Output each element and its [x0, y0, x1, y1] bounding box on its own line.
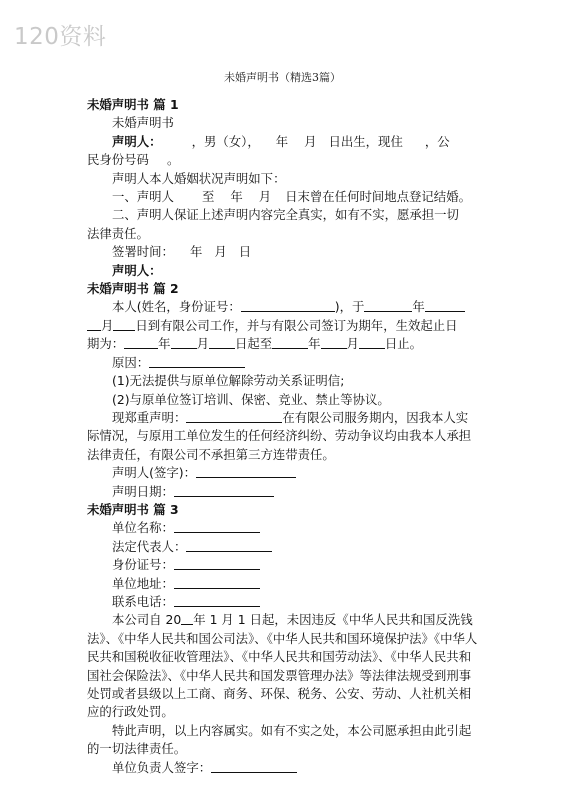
- compliance-text: 年 1 月 1 日起，未因违反《中华人民共和国反洗钱法》、《中华人民共和国公司法》、《中华人民共和国环境保护法》《中华人民共和国税收征收管理法》、《中华人民共和国劳动法》、《中华人民共和国社会保险法》、《中华人民共和国发票管理办法》等法律法规受到刑事处罚或者县级以上工商、商务、环保、税务、公安、劳动、人社机关相应的行政处罚。: [87, 612, 478, 720]
- period-label: 期为：: [87, 336, 125, 352]
- sign-time-line: [87, 243, 482, 261]
- line-end-text: ，公: [424, 133, 450, 149]
- date-label: 声明日期：: [112, 483, 174, 499]
- day-blank[interactable]: [113, 318, 135, 331]
- special-statement: 特此声明，以上内容属实。如有不实之处，本公司愿承担由此引起的一切法律责任。: [87, 722, 472, 757]
- id-number-label: 身份证号：: [112, 557, 174, 573]
- address-line: [87, 575, 482, 593]
- month-text: 月: [346, 336, 359, 352]
- item1-part: 至: [201, 189, 215, 205]
- unit-name-label: 单位名称：: [112, 520, 174, 536]
- item1-part: 月: [258, 189, 272, 205]
- legal-rep-label: 法定代表人：: [112, 538, 187, 554]
- blank[interactable]: [171, 336, 197, 349]
- declarant-sign-label: 声明人：: [112, 262, 162, 278]
- period-text: 。: [166, 152, 180, 168]
- leader-signature-line: [87, 759, 482, 777]
- declarant-line: [87, 133, 482, 151]
- signature-label: 声明人(签字)：: [112, 465, 197, 481]
- sign-year: 年: [189, 244, 203, 260]
- id-number-blank[interactable]: [174, 557, 260, 570]
- section-heading-3: 未婚声明书 篇 3: [87, 501, 179, 517]
- employment-line-1: [87, 298, 482, 316]
- contract-text: 日到有限公司工作，并与有限公司签订为期年，生效起止日: [135, 317, 458, 333]
- phone-line: [87, 593, 482, 611]
- date-blank[interactable]: [174, 484, 274, 497]
- phone-label: 联系电话：: [112, 593, 174, 609]
- employment-line-3: [87, 335, 482, 353]
- year-blank[interactable]: [364, 299, 412, 312]
- declaration-label: 现郑重声明：: [112, 409, 187, 425]
- until-text: 日起至: [234, 336, 273, 352]
- id-blank[interactable]: [241, 299, 335, 312]
- declarant-label: 声明人：: [112, 133, 162, 149]
- born-text: 日出生，现住: [328, 133, 403, 149]
- employment-line-2: [87, 317, 482, 335]
- signature-line: [87, 464, 482, 482]
- statement-item-2-cont: 法律责任。: [87, 225, 149, 241]
- legal-rep-line: [87, 538, 482, 556]
- address-blank[interactable]: [174, 576, 260, 589]
- section-subtitle: 未婚声明书: [112, 115, 174, 131]
- blank[interactable]: [209, 336, 235, 349]
- month-text: 月: [304, 133, 317, 149]
- blank[interactable]: [272, 336, 308, 349]
- statement-item-1: [87, 188, 482, 206]
- phone-blank[interactable]: [174, 594, 260, 607]
- month-blank[interactable]: [87, 318, 101, 331]
- year-text: 年: [412, 299, 425, 315]
- sign-time-label: 签署时间：: [112, 244, 174, 260]
- legal-rep-blank[interactable]: [186, 539, 272, 552]
- watermark-logo: 120资料: [14, 24, 107, 50]
- reason-blank[interactable]: [149, 355, 245, 368]
- signature-blank[interactable]: [196, 465, 296, 478]
- reason-line: [87, 354, 482, 372]
- reason-label: 原因：: [112, 354, 150, 370]
- date-prefix: )，于: [334, 299, 365, 315]
- leader-signature-blank[interactable]: [211, 760, 297, 773]
- statement-item-2: 二、声明人保证上述声明内容完全真实，如有不实，愿承担一切: [112, 207, 459, 223]
- leader-signature-label: 单位负责人签字：: [112, 759, 212, 775]
- item1-part: 一、声明人: [112, 189, 174, 205]
- section-heading-1: 未婚声明书 篇 1: [87, 97, 179, 112]
- document-title: 未婚声明书（精选3篇）: [224, 71, 341, 84]
- year-text: 年: [275, 133, 289, 149]
- unit-name-line: [87, 519, 482, 537]
- sign-month: 月: [214, 244, 227, 260]
- id-number-line: [87, 151, 482, 169]
- gender-text: ，男（女），: [191, 133, 260, 149]
- end-text: 日止。: [384, 336, 423, 352]
- intro-text: 声明人本人婚姻状况声明如下：: [112, 170, 286, 186]
- address-label: 单位地址：: [112, 575, 174, 591]
- declaration-body: 际情况，与原用工单位发生的任何经济纠纷、劳动争议均由我本人承担法律责任，有限公司不承担第三方连带责任。: [87, 428, 472, 462]
- blank[interactable]: [321, 336, 347, 349]
- section-heading-2: 未婚声明书 篇 2: [87, 281, 179, 297]
- blank[interactable]: [359, 336, 385, 349]
- sign-day: 日: [238, 244, 252, 260]
- declaration-line: [87, 409, 482, 427]
- declaration-text: 在有限公司服务期内，因我本人实: [282, 409, 469, 425]
- month-blank[interactable]: [425, 299, 465, 312]
- reason-item-2: (2)与原单位签订培训、保密、竞业、禁止等协议。: [112, 391, 390, 407]
- compliance-paragraph: [87, 611, 482, 721]
- blank[interactable]: [124, 336, 158, 349]
- year-text: 年: [308, 336, 321, 352]
- id-number-line: [87, 556, 482, 574]
- item1-part: 日末曾在任何时间地点登记结婚。: [285, 189, 471, 205]
- month-text: 月: [196, 336, 209, 352]
- declaration-blank[interactable]: [186, 410, 282, 423]
- date-line: [87, 483, 482, 501]
- item1-part: 年: [230, 189, 243, 205]
- compliance-start: 本公司自 20: [112, 612, 182, 628]
- document-body: [87, 96, 482, 777]
- year-blank[interactable]: [181, 612, 193, 625]
- year-text: 年: [158, 336, 171, 352]
- id-number-label: 民身份号码: [87, 152, 149, 168]
- unit-name-blank[interactable]: [174, 520, 260, 533]
- name-id-label: 本人(姓名，身份证号：: [112, 299, 241, 315]
- month-text: 月: [101, 317, 114, 333]
- reason-item-1: (1)无法提供与原单位解除劳动关系证明信;: [112, 373, 345, 389]
